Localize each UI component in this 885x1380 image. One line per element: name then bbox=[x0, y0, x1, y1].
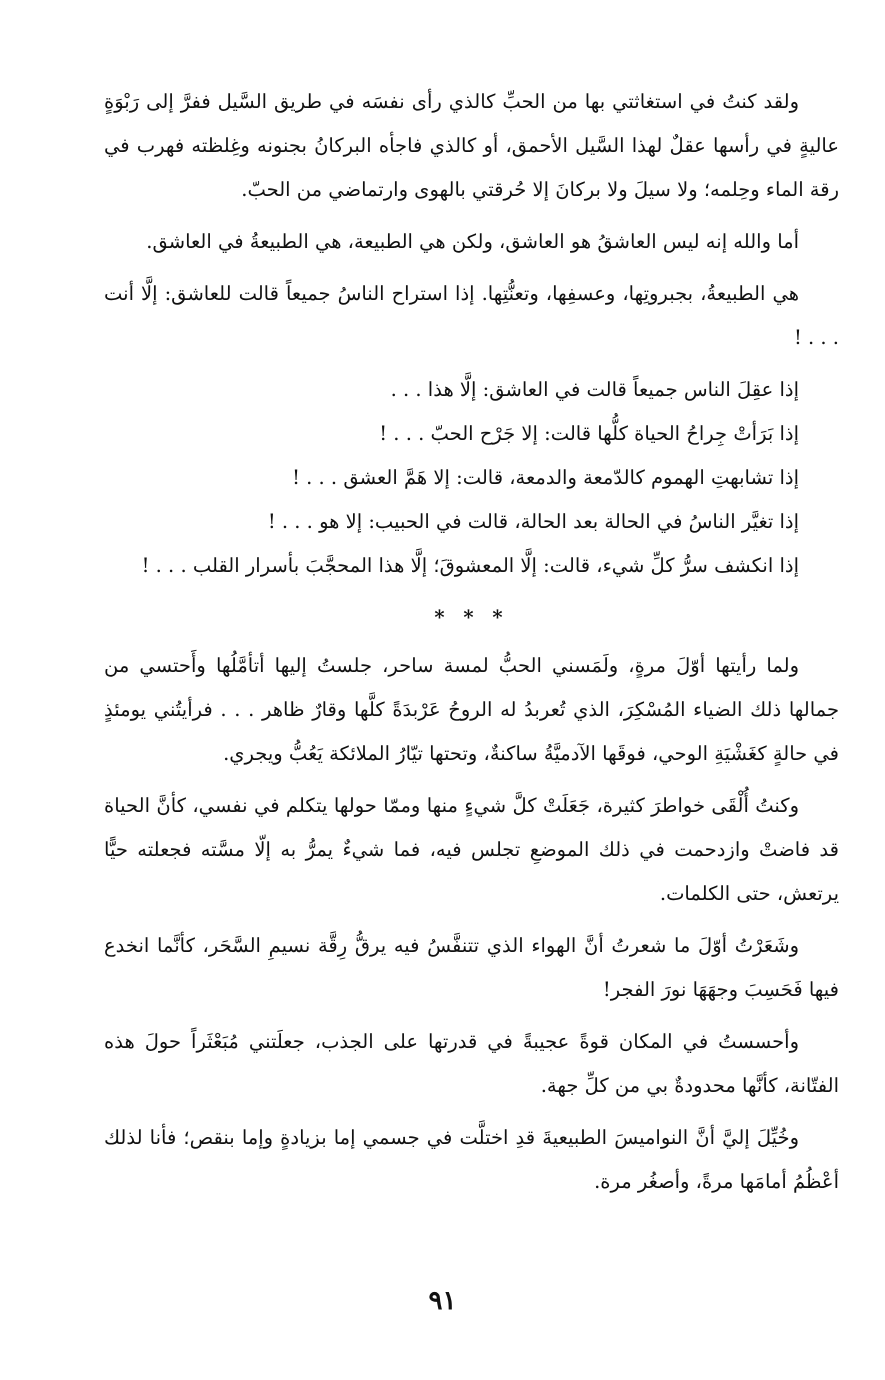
section-separator: * * * bbox=[434, 606, 509, 629]
verse-line: إذا بَرَأتْ جِراحُ الحياة كلُّها قالت: إلا جَرْح الحبّ . . . ! bbox=[379, 422, 799, 445]
verse-line: إذا عقِلَ الناس جميعاً قالت في العاشق: إلَّا هذا . . . bbox=[390, 378, 799, 401]
verse-line: إذا تغيَّر الناسُ في الحالة بعد الحالة، قالت في الحبيب: إلا هو . . . ! bbox=[267, 510, 799, 533]
verse-line: إذا تشابهتِ الهموم كالدّمعة والدمعة، قالت: إلا هَمَّ العشق . . . ! bbox=[292, 466, 799, 489]
paragraph: وخُيِّلَ إليَّ أنَّ النواميسَ الطبيعيةَ قدِ اختلَّت في جسمي إما بزيادةٍ وإما بنقص؛ فأنا لذلك أعْظُمُ أمامَها مرةً، وأصغُر مرة. bbox=[104, 1126, 839, 1193]
paragraph: ولما رأيتها أوّلَ مرةٍ، ولَمَسني الحبُّ لمسة ساحر، جلستُ إليها أتأمَّلُها وأَحتسي من جمالها ذلك الضياء المُسْكِرَ، الذي تُعربدُ له الروحُ عَرْبدَةً كلَّها وقارٌ ظاهر . . . فرأيتُني يومئذٍ في حالةٍ كغَشْيَةِ الوحي، فوقَها الآدميَّةُ ساكنةٌ، وتحتها تيّارُ الملائكة يَعُبُّ ويجري. bbox=[104, 654, 839, 765]
paragraph: وأحسستُ في المكان قوةً عجيبةً في قدرتها على الجذب، جعلَتني مُبَعْثَراً حولَ هذه الفتّانة، كأنَّها محدودةٌ بي من كلِّ جهة. bbox=[104, 1030, 839, 1097]
paragraph: وكنتُ أُلْقَى خواطرَ كثيرة، جَعَلَتْ كلَّ شيءٍ منها وممّا حولها يتكلم في نفسي، كأنَّ الحياة قد فاضتْ وازدحمت في ذلك الموضعِ تجلس فيه، فما شيءٌ يمرُّ به إلّا مسَّته فجعلته حيًّا يرتعش، حتى الكلمات. bbox=[104, 794, 839, 905]
body-text bbox=[104, 80, 839, 1212]
paragraph: أما والله إنه ليس العاشقُ هو العاشق، ولكن هي الطبيعة، هي الطبيعةُ في العاشق. bbox=[146, 230, 799, 253]
paragraph: ولقد كنتُ في استغاثتي بها من الحبِّ كالذي رأى نفسَه في طريق السَّيل ففرَّ إلى رَبْوَةٍ عاليةٍ في رأسها عقلٌ لهذا السَّيل الأحمق، أو كالذي فاجأه البركانُ بجنونه وغِلظته فهرب في رقة الماء وحِلمه؛ ولا سيلَ ولا بركانَ إلا حُرقتي بالهوى وارتماضي من الحبّ. bbox=[104, 90, 839, 201]
verse-line: إذا انكشف سرُّ كلِّ شيء، قالت: إلَّا المعشوقَ؛ إلَّا هذا المحجَّبَ بأسرار القلب . . . ! bbox=[141, 554, 799, 577]
paragraph: وشَعَرْتُ أوّلَ ما شعرتُ أنَّ الهواء الذي تتنفَّسُ فيه يرقُّ رِقَّة نسيمِ السَّحَر، كأنَّما انخدع فيها فَحَسِبَ وجهَهَا نورَ الفجر! bbox=[104, 934, 839, 1001]
paragraph: هي الطبيعةُ، بجبروتِها، وعسفِها، وتعنُّتِها. إذا استراح الناسُ جميعاً قالت للعاشق: إلَّا أنت . . . ! bbox=[104, 282, 839, 349]
page-number: ٩١ bbox=[428, 1286, 457, 1316]
